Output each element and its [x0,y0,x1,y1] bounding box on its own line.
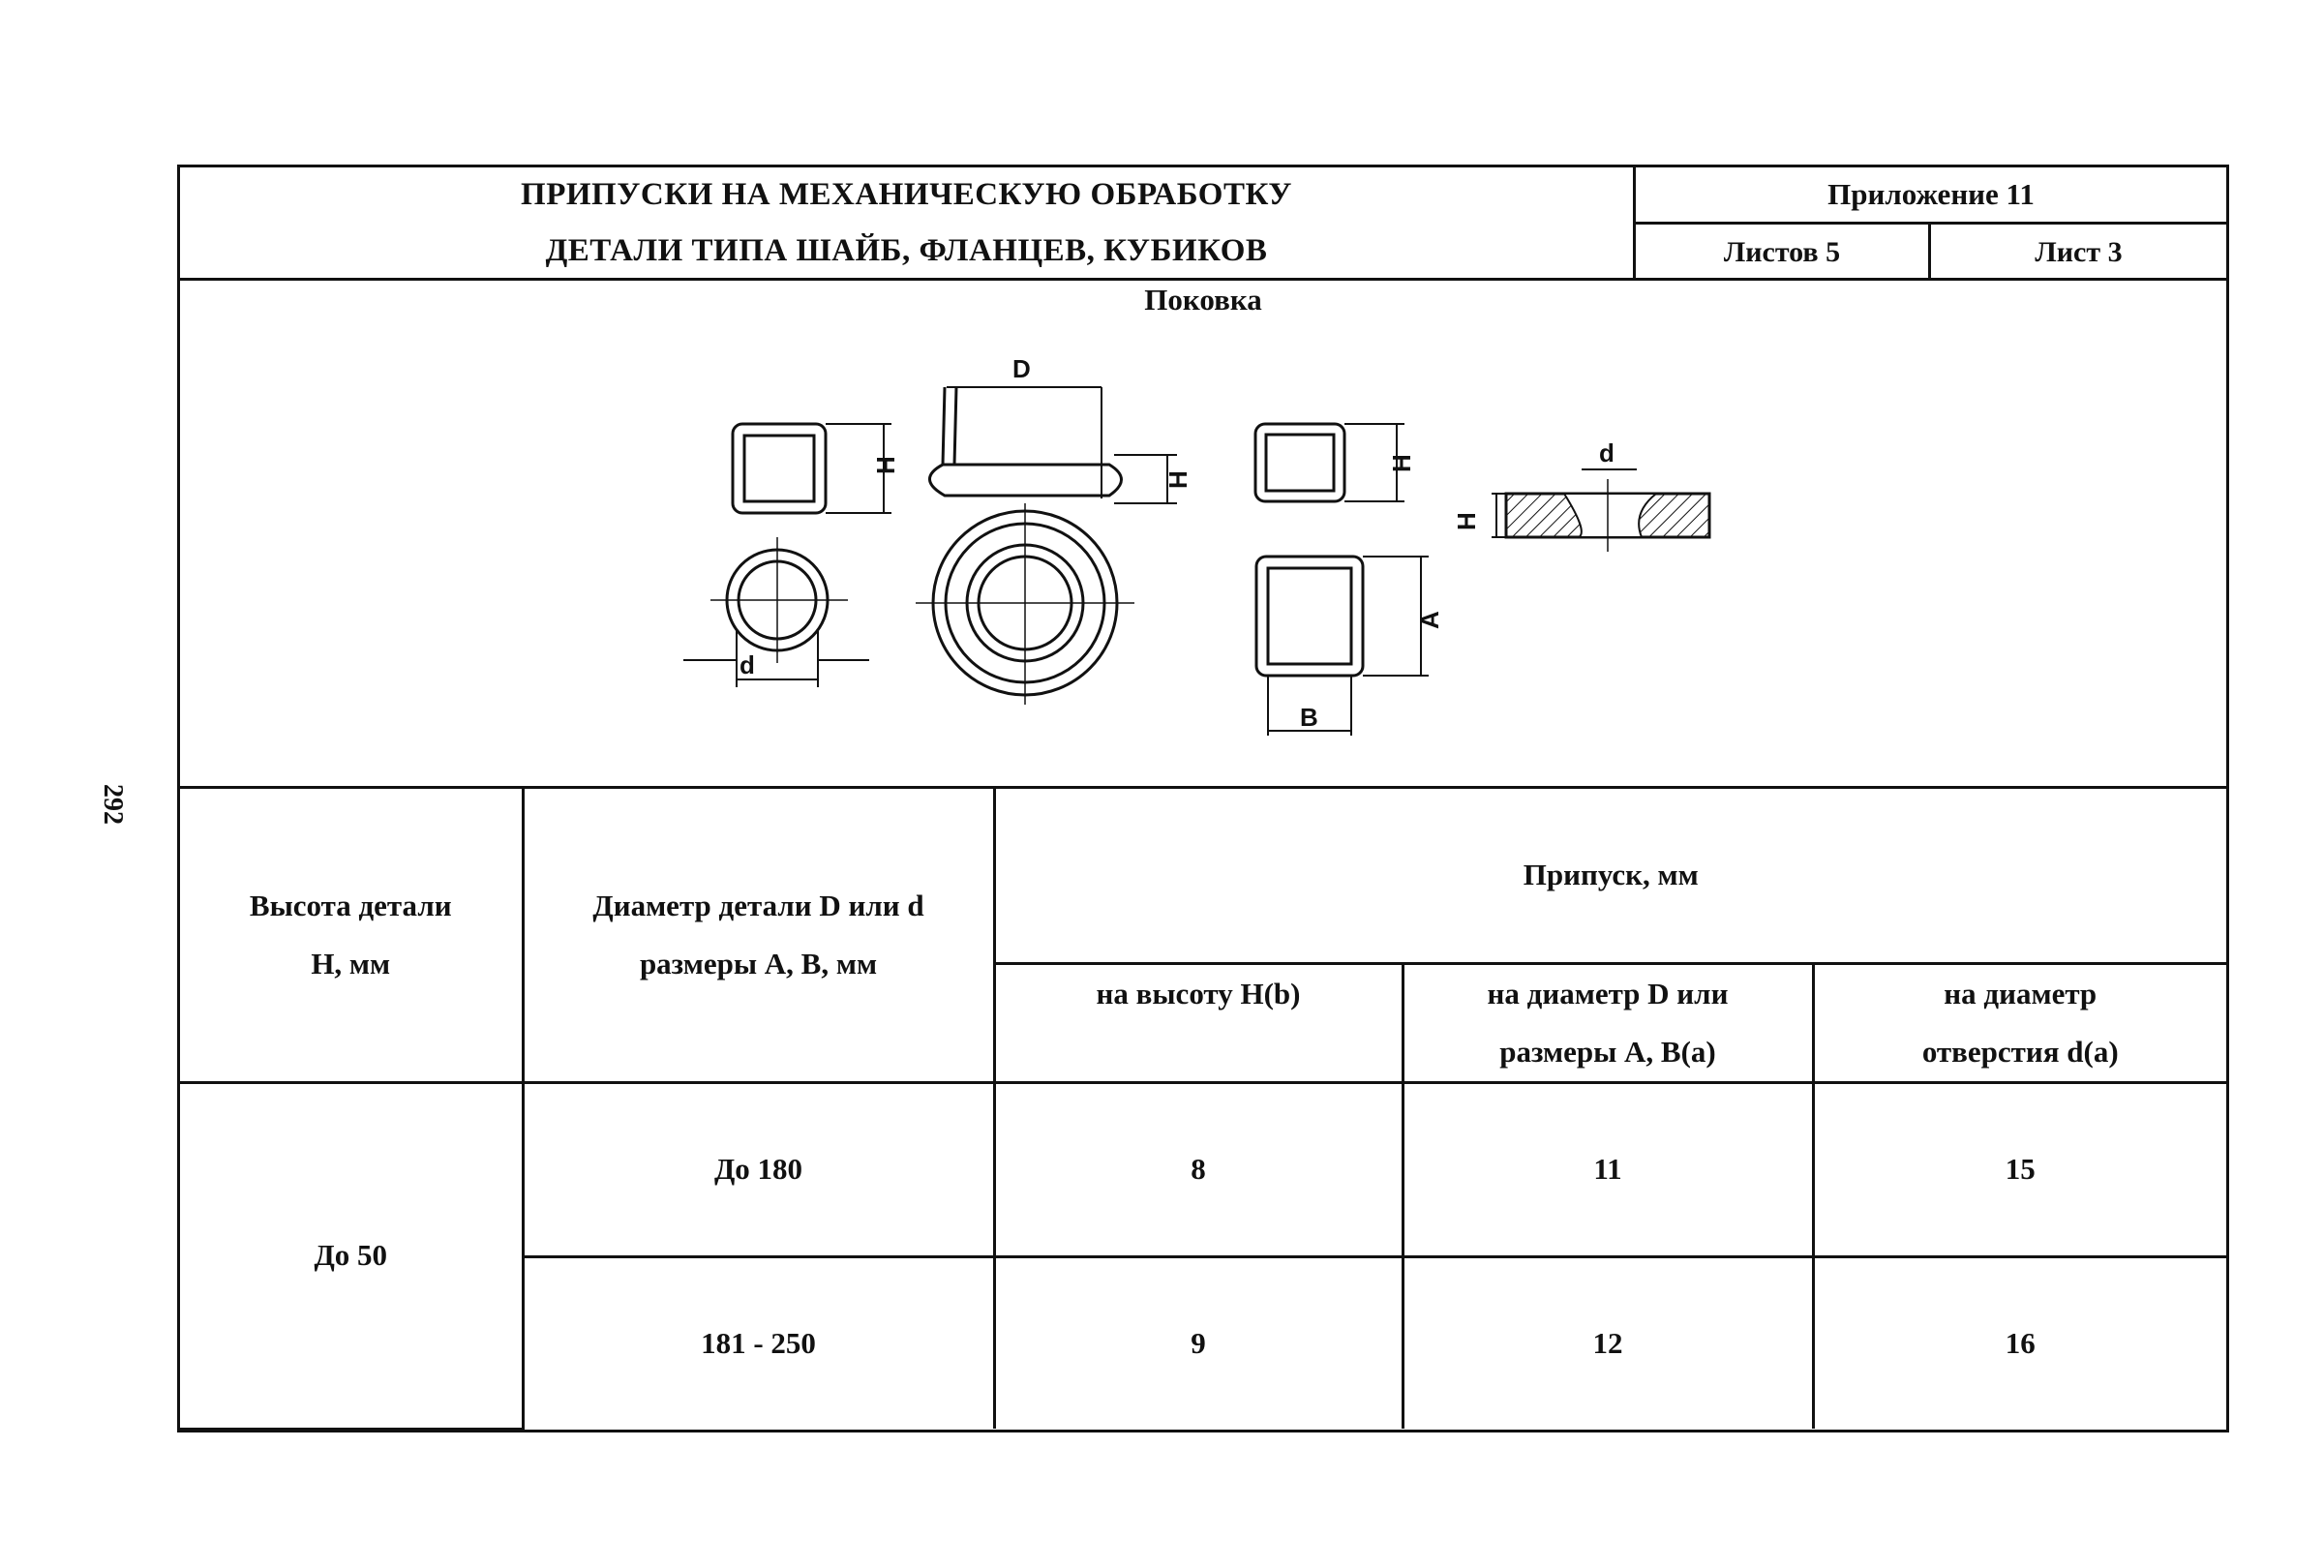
label-A: A [1415,611,1444,629]
cell-hole-allowance: 15 [1813,1082,2226,1256]
page-number: 292 [98,784,128,825]
label-D: D [1012,354,1031,383]
forging-sketches [180,281,2226,789]
cell-diameter-allowance: 12 [1403,1256,1813,1429]
cell-height-allowance: 8 [994,1082,1403,1256]
flange-top-view [916,503,1134,705]
label-d-2: d [1599,438,1615,467]
subheader-hole-line-1: на диаметр [1944,976,2098,1010]
document-title [180,167,1636,281]
flange-side-view [929,387,1177,503]
header-height [180,789,523,1082]
cell-hole-allowance: 16 [1813,1256,2226,1429]
appendix-label: Приложение 11 [1636,167,2226,225]
label-H-4: H [1452,512,1481,530]
washer-side-view [733,424,891,513]
label-H-1: H [871,456,900,474]
ring-section-view [1492,469,1709,552]
header-size [523,789,994,1082]
label-H-2: H [1163,470,1192,489]
subheader-hole-line-2: отверстия d(a) [1921,1034,2119,1069]
label-H-3: H [1387,454,1416,472]
sheets-total: Листов 5 [1636,225,1931,281]
header-allowance: Припуск, мм [994,789,2226,963]
cell-diameter-allowance: 11 [1403,1082,1813,1256]
subheader-hole [1813,963,2226,1082]
title-line-2: ДЕТАЛИ ТИПА ШАЙБ, ФЛАНЦЕВ, КУБИКОВ [545,233,1268,268]
label-B: B [1300,703,1318,732]
cube-top-view [1256,557,1429,736]
cell-height-allowance: 9 [994,1256,1403,1429]
drawing-title: Поковка [1144,283,1262,317]
label-d-1: d [739,650,755,679]
forging-drawing [180,281,2226,789]
allowance-table [180,789,2226,1431]
header-height-line-2: Н, мм [311,946,391,980]
subheader-diameter-line-1: на диаметр D или [1487,976,1729,1010]
document-frame [177,165,2229,1432]
subheader-height-line-1: на высоту H(b) [1096,976,1301,1010]
subheader-height [994,963,1403,1082]
subheader-diameter [1403,963,1813,1082]
header-size-line-2: размеры А, В, мм [639,946,878,980]
cell-size: До 180 [523,1082,994,1256]
cube-side-view [1255,424,1404,501]
header-size-line-1: Диаметр детали D или d [592,888,924,922]
header-height-line-1: Высота детали [249,888,452,922]
cell-size: 181 - 250 [523,1256,994,1429]
subheader-diameter-line-2: размеры А, В(а) [1499,1034,1716,1069]
title-line-1: ПРИПУСКИ НА МЕХАНИЧЕСКУЮ ОБРАБОТКУ [521,177,1292,212]
sheet-current: Лист 3 [1931,225,2226,281]
cell-height-group: До 50 [180,1082,523,1429]
washer-top-view [683,537,869,687]
